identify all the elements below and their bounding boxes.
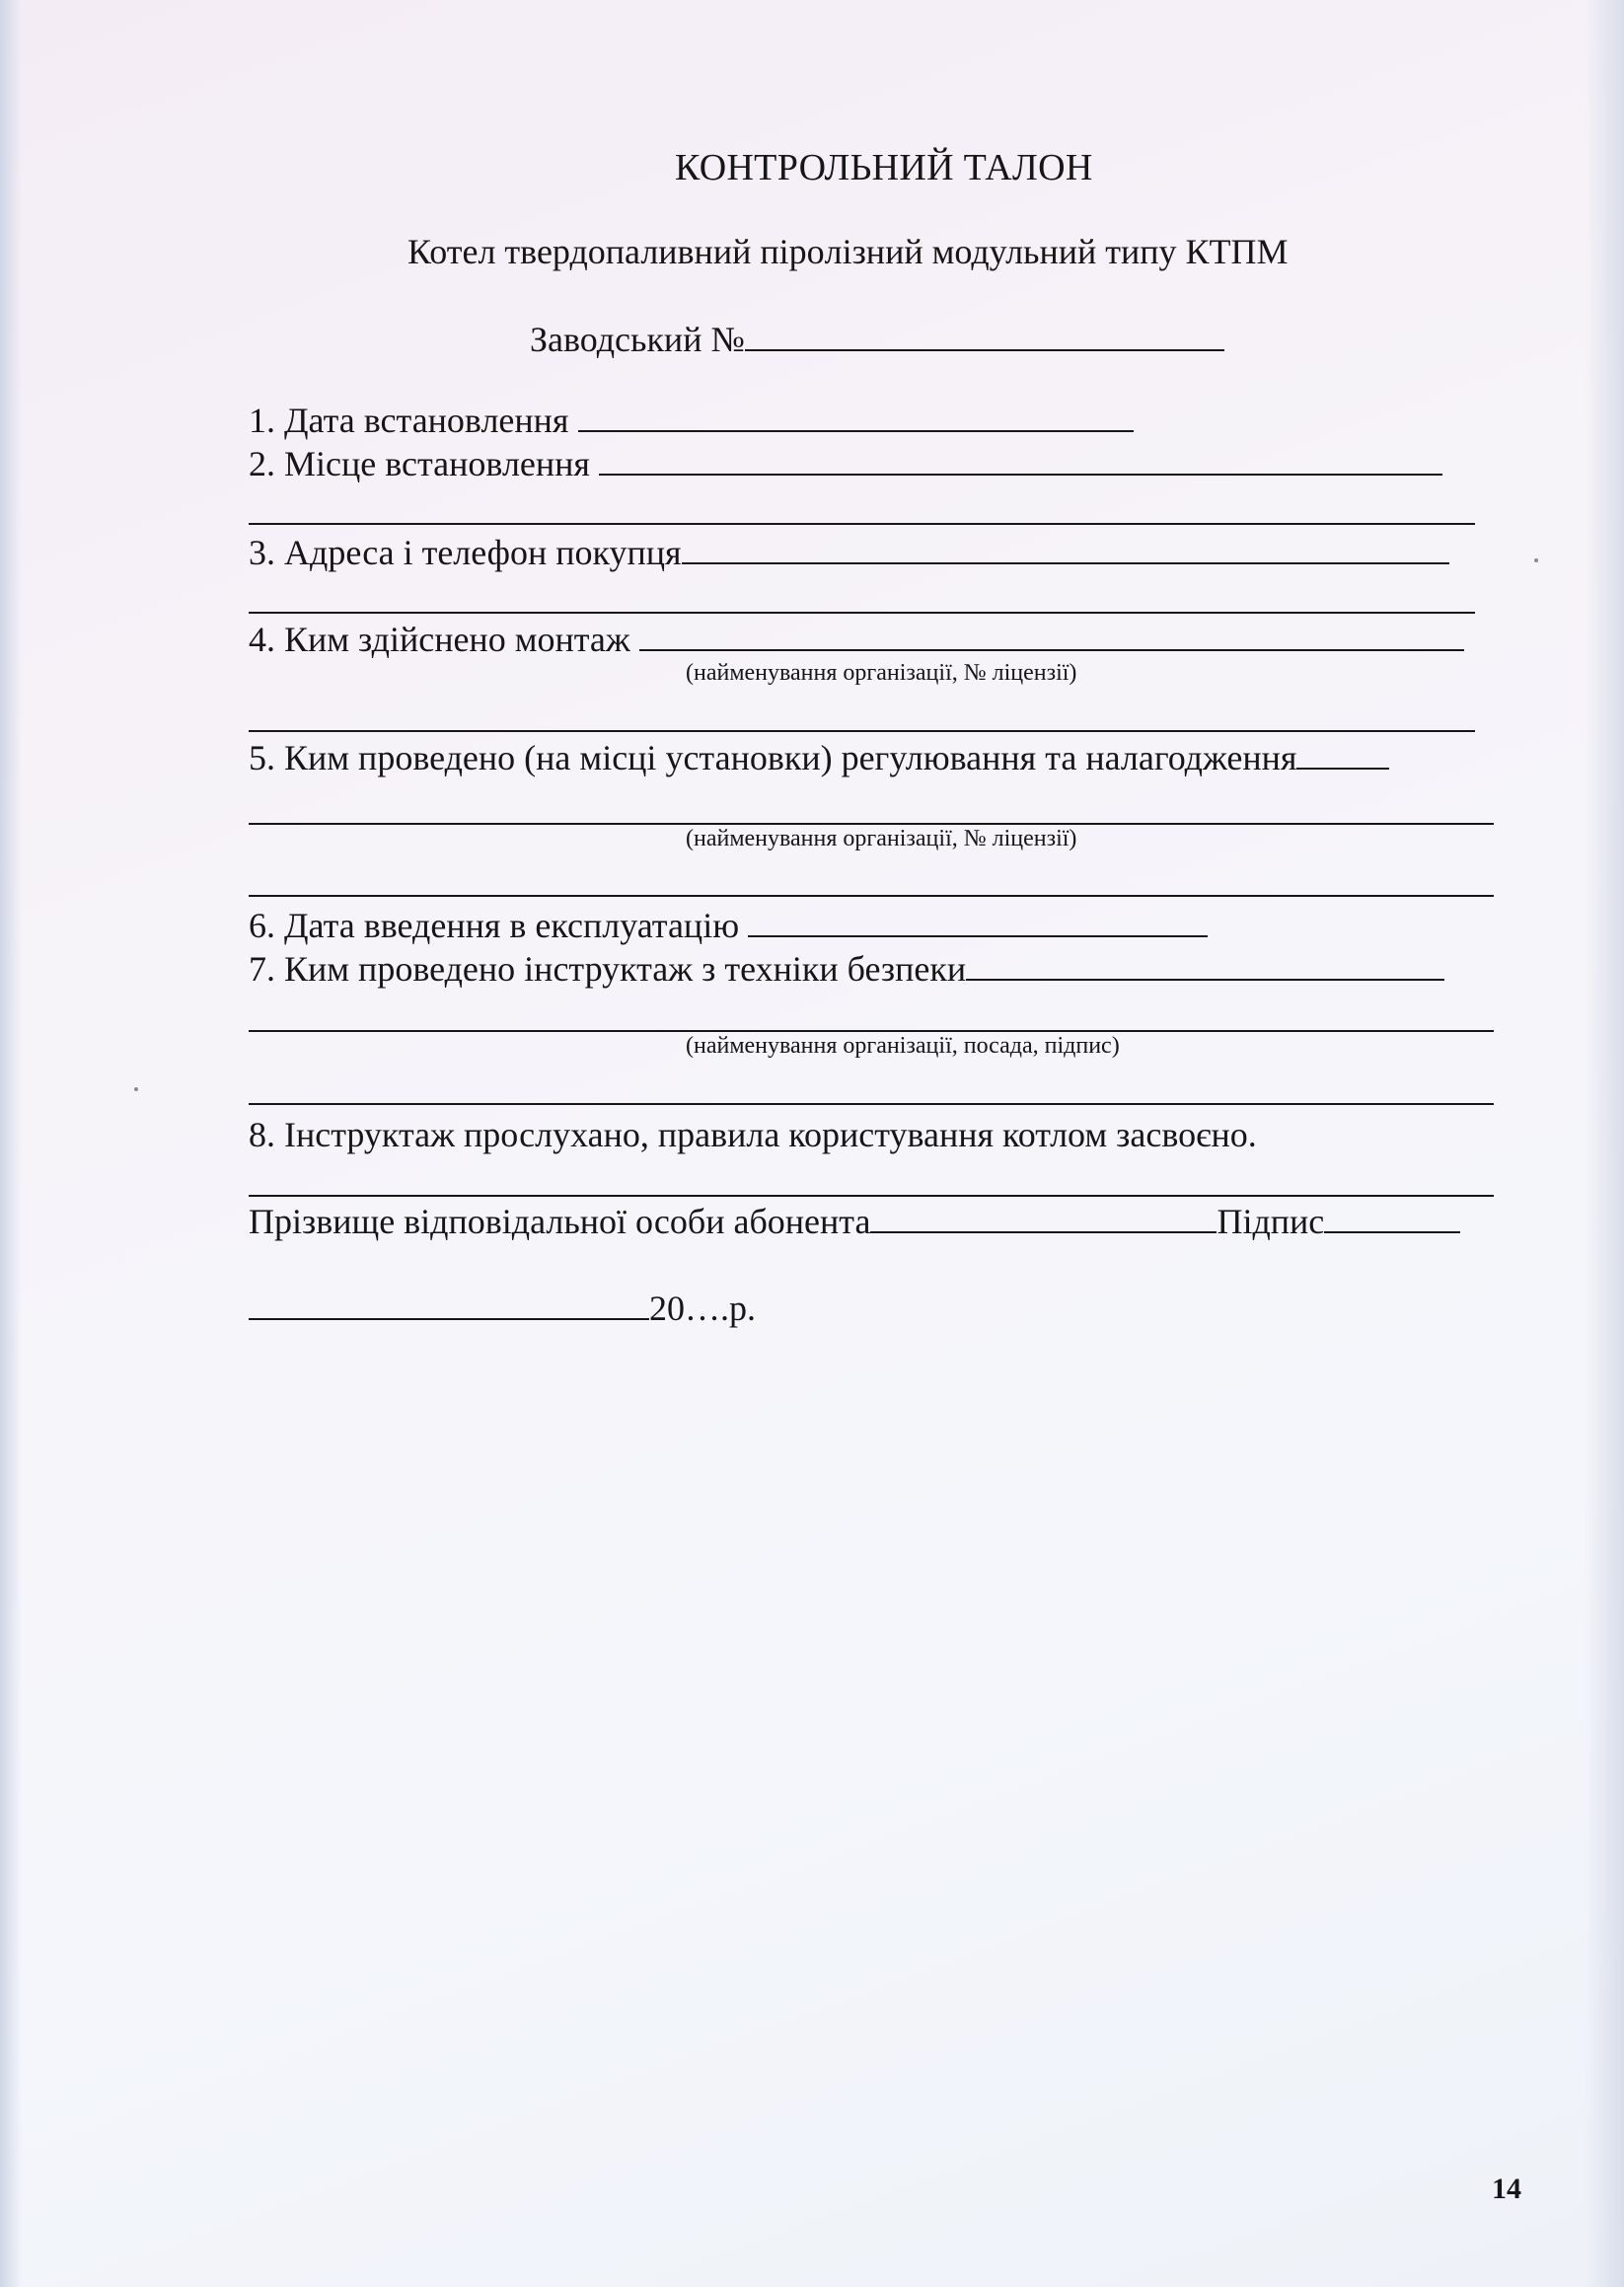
document-title: КОНТРОЛЬНИЙ ТАЛОН <box>675 147 1093 188</box>
signature-label: Підпис <box>1217 1202 1325 1241</box>
scan-edge-right <box>1585 0 1624 2287</box>
field-label-install-place: 2. Місце встановлення <box>249 444 590 483</box>
safety-briefing-by-blank-line-2[interactable] <box>249 1030 1494 1032</box>
install-place-blank[interactable] <box>599 442 1442 476</box>
buyer-address-blank-line-2[interactable] <box>249 612 1475 614</box>
hint-installation-org: (найменування організації, № ліцензії) <box>686 660 1077 686</box>
field-label-commissioning-date: 6. Дата введення в експлуатацію <box>249 906 740 945</box>
field-install-place <box>249 442 1442 485</box>
field-label-briefing-confirmation: 8. Інструктаж прослухано, правила користування котлом засвоєно. <box>249 1115 1257 1154</box>
responsible-person-blank[interactable] <box>870 1200 1217 1233</box>
field-install-date <box>249 399 1134 442</box>
install-date-blank[interactable] <box>578 399 1134 432</box>
install-place-blank-line-2[interactable] <box>249 523 1475 525</box>
field-adjustment-by <box>249 736 1389 779</box>
field-label-installation-by: 4. Ким здійснено монтаж <box>249 620 630 659</box>
field-briefing-confirmation <box>249 1113 1257 1156</box>
document-subtitle: Котел твердопаливний пірoлізний модульний типу КТПМ <box>407 232 1289 271</box>
installation-by-blank[interactable] <box>639 618 1464 651</box>
responsible-person-label: Прізвище відповідальної особи абонента <box>249 1202 871 1241</box>
field-label-adjustment-by: 5. Ким проведено (на місці установки) регулювання та налагодження <box>249 738 1297 777</box>
field-label-safety-briefing-by: 7. Ким проведено інструктаж з техніки безпеки <box>249 949 967 989</box>
installation-by-blank-line-2[interactable] <box>249 730 1475 732</box>
signature-blank[interactable] <box>1324 1200 1460 1233</box>
commissioning-date-blank[interactable] <box>748 904 1208 937</box>
serial-number-row <box>530 318 1224 361</box>
field-buyer-address <box>249 531 1449 574</box>
field-label-buyer-address: 3. Адреса і телефон покупця <box>249 533 682 572</box>
scan-speck <box>1534 558 1538 562</box>
responsible-person-row <box>249 1200 1460 1243</box>
scan-speck <box>134 1087 138 1091</box>
field-safety-briefing-by <box>249 947 1444 991</box>
date-suffix: 20….р. <box>649 1289 756 1328</box>
page-number: 14 <box>1492 2173 1521 2205</box>
date-blank[interactable] <box>249 1287 649 1320</box>
safety-briefing-by-blank[interactable] <box>966 947 1444 981</box>
field-commissioning-date <box>249 904 1208 947</box>
date-row <box>249 1287 756 1330</box>
adjustment-by-blank-line-3[interactable] <box>249 895 1494 897</box>
briefing-confirmation-blank[interactable] <box>249 1195 1494 1197</box>
serial-number-label: Заводський № <box>530 320 745 359</box>
scan-edge-left <box>0 0 22 2287</box>
buyer-address-blank[interactable] <box>682 531 1449 564</box>
safety-briefing-by-blank-line-3[interactable] <box>249 1103 1494 1105</box>
adjustment-by-blank-line-2[interactable] <box>249 823 1494 825</box>
adjustment-by-blank[interactable] <box>1296 736 1389 770</box>
field-installation-by <box>249 618 1464 661</box>
serial-number-blank[interactable] <box>745 318 1224 351</box>
field-label-install-date: 1. Дата встановлення <box>249 401 569 440</box>
hint-safety-org: (найменування організації, посада, підпис) <box>686 1033 1120 1059</box>
hint-adjustment-org: (найменування організації, № ліцензії) <box>686 826 1077 851</box>
